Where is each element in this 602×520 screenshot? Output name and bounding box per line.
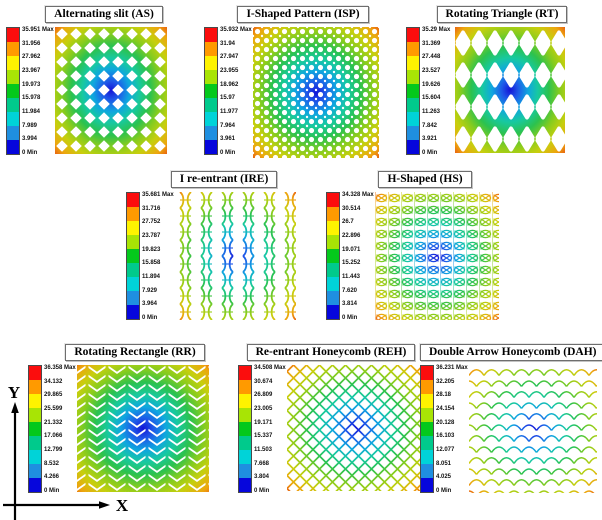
legend-tick: 31.94 bbox=[220, 40, 236, 47]
legend-tick: 31.956 bbox=[22, 40, 41, 47]
panel-title-text: H-Shaped (HS) bbox=[387, 173, 463, 185]
legend-tick: 0 Min bbox=[254, 487, 270, 494]
color-legend bbox=[326, 192, 372, 321]
mesh-re-entrant-honeycomb bbox=[287, 365, 425, 491]
legend-ticks bbox=[142, 192, 172, 321]
colorbar bbox=[420, 365, 434, 493]
legend-tick: 27.962 bbox=[22, 54, 41, 61]
y-axis-arrowhead bbox=[11, 402, 19, 413]
legend-tick: 23.787 bbox=[142, 232, 161, 239]
colorbar-band bbox=[7, 126, 19, 140]
legend-tick: 16.103 bbox=[436, 433, 455, 440]
colorbar-band bbox=[421, 408, 433, 422]
y-axis-label: Y bbox=[7, 383, 21, 402]
legend-tick: 26.809 bbox=[254, 392, 273, 399]
legend-tick: 3.804 bbox=[254, 474, 270, 481]
colorbar-band bbox=[7, 84, 19, 98]
legend-tick: 11.984 bbox=[22, 108, 41, 115]
colorbar-band bbox=[239, 408, 251, 422]
x-axis-label: X bbox=[115, 496, 129, 515]
legend-tick: 23.955 bbox=[220, 67, 239, 74]
colorbar-band bbox=[7, 56, 19, 70]
legend-tick: 30.514 bbox=[342, 205, 361, 212]
legend-tick: 18.962 bbox=[220, 81, 239, 88]
colorbar-band bbox=[7, 112, 19, 126]
colorbar bbox=[204, 27, 218, 155]
colorbar bbox=[126, 192, 140, 320]
colorbar-band bbox=[407, 56, 419, 70]
colorbar bbox=[406, 27, 420, 155]
colorbar-band bbox=[421, 436, 433, 450]
legend-tick: 29.865 bbox=[44, 392, 63, 399]
legend-tick: 3.921 bbox=[422, 136, 438, 143]
legend-tick: 0 Min bbox=[220, 149, 236, 156]
mesh-h-shaped bbox=[375, 192, 499, 320]
panel-title-text: Rotating Rectangle (RR) bbox=[74, 346, 196, 358]
legend-ticks bbox=[22, 27, 52, 156]
legend-tick: 3.964 bbox=[142, 301, 158, 308]
colorbar-band bbox=[7, 28, 19, 42]
mesh-alternating-slit bbox=[55, 27, 167, 154]
colorbar-band bbox=[7, 140, 19, 154]
colorbar-band bbox=[421, 478, 433, 492]
legend-tick: 0 Min bbox=[422, 149, 438, 156]
legend-tick: 34.132 bbox=[44, 378, 63, 385]
legend-tick: 35.681 Max bbox=[142, 192, 174, 198]
colorbar-band bbox=[407, 28, 419, 42]
colorbar-band bbox=[127, 193, 139, 207]
colorbar-band bbox=[7, 42, 19, 56]
legend-tick: 12.799 bbox=[44, 446, 63, 453]
colorbar bbox=[238, 365, 252, 493]
legend-tick: 15.97 bbox=[220, 95, 236, 102]
legend-tick: 36.358 Max bbox=[44, 365, 76, 371]
color-legend bbox=[406, 27, 452, 156]
panel-title-text: Double Arrow Honeycomb (DAH) bbox=[429, 346, 597, 358]
colorbar-band bbox=[127, 305, 139, 319]
panel-i-re-entrant bbox=[126, 171, 322, 321]
panel-title bbox=[65, 344, 204, 361]
legend-tick: 35.951 Max bbox=[22, 27, 54, 33]
colorbar-band bbox=[127, 263, 139, 277]
legend-tick: 7.964 bbox=[220, 122, 236, 129]
legend-tick: 35.932 Max bbox=[220, 27, 252, 33]
colorbar-band bbox=[327, 249, 339, 263]
legend-tick: 0 Min bbox=[436, 487, 452, 494]
colorbar-band bbox=[239, 422, 251, 436]
colorbar-band bbox=[205, 98, 217, 112]
coordinate-axes bbox=[0, 378, 140, 520]
color-legend bbox=[6, 27, 52, 156]
panel-double-arrow-honeycomb bbox=[420, 344, 600, 494]
colorbar-band bbox=[407, 84, 419, 98]
legend-tick: 34.328 Max bbox=[342, 192, 374, 198]
legend-tick: 11.977 bbox=[220, 108, 239, 115]
legend-tick: 31.716 bbox=[142, 205, 161, 212]
legend-tick: 15.337 bbox=[254, 433, 273, 440]
legend-ticks bbox=[436, 365, 466, 494]
panel-title-text: Alternating slit (AS) bbox=[54, 8, 154, 20]
color-legend bbox=[238, 365, 284, 494]
legend-tick: 15.858 bbox=[142, 260, 161, 267]
colorbar-band bbox=[407, 98, 419, 112]
legend-tick: 27.947 bbox=[220, 54, 239, 61]
colorbar-band bbox=[127, 207, 139, 221]
legend-tick: 0 Min bbox=[142, 314, 158, 321]
legend-tick: 15.978 bbox=[22, 95, 41, 102]
legend-tick: 15.604 bbox=[422, 95, 441, 102]
panel-alternating-slit bbox=[6, 6, 202, 156]
colorbar-band bbox=[7, 98, 19, 112]
panel-title bbox=[420, 344, 602, 361]
colorbar-band bbox=[205, 70, 217, 84]
panel-title-text: Re-entrant Honeycomb (REH) bbox=[255, 346, 407, 358]
colorbar-band bbox=[239, 366, 251, 380]
panel-title-text: I-Shaped Pattern (ISP) bbox=[246, 8, 360, 20]
colorbar-band bbox=[327, 263, 339, 277]
mesh-rotating-triangle bbox=[455, 27, 565, 153]
legend-ticks bbox=[342, 192, 372, 321]
colorbar-band bbox=[407, 140, 419, 154]
legend-tick: 23.005 bbox=[254, 405, 273, 412]
legend-tick: 17.066 bbox=[44, 433, 63, 440]
legend-tick: 8.051 bbox=[436, 460, 452, 467]
legend-tick: 19.823 bbox=[142, 246, 161, 253]
colorbar-band bbox=[127, 277, 139, 291]
legend-tick: 3.994 bbox=[22, 136, 38, 143]
colorbar-band bbox=[327, 207, 339, 221]
colorbar-band bbox=[327, 277, 339, 291]
colorbar-band bbox=[327, 291, 339, 305]
panel-rotating-triangle bbox=[406, 6, 598, 156]
colorbar-band bbox=[239, 478, 251, 492]
colorbar-band bbox=[327, 193, 339, 207]
legend-tick: 24.154 bbox=[436, 405, 455, 412]
colorbar-band bbox=[407, 126, 419, 140]
colorbar-band bbox=[205, 140, 217, 154]
panel-title bbox=[171, 171, 278, 188]
colorbar-band bbox=[407, 112, 419, 126]
legend-tick: 19.626 bbox=[422, 81, 441, 88]
legend-tick: 7.929 bbox=[142, 287, 158, 294]
colorbar-band bbox=[421, 450, 433, 464]
legend-tick: 0 Min bbox=[22, 149, 38, 156]
legend-tick: 19.071 bbox=[342, 246, 361, 253]
legend-tick: 7.842 bbox=[422, 122, 438, 129]
legend-tick: 11.263 bbox=[422, 108, 441, 115]
colorbar-band bbox=[239, 394, 251, 408]
colorbar-band bbox=[127, 221, 139, 235]
colorbar-band bbox=[421, 422, 433, 436]
colorbar-band bbox=[239, 380, 251, 394]
colorbar-band bbox=[205, 56, 217, 70]
legend-tick: 0 Min bbox=[342, 314, 358, 321]
panel-title bbox=[247, 344, 416, 361]
legend-tick: 11.503 bbox=[254, 446, 273, 453]
legend-tick: 21.332 bbox=[44, 419, 63, 426]
colorbar-band bbox=[205, 42, 217, 56]
legend-tick: 0 Min bbox=[44, 487, 60, 494]
color-legend bbox=[420, 365, 466, 494]
colorbar-band bbox=[205, 112, 217, 126]
colorbar-band bbox=[127, 291, 139, 305]
color-legend bbox=[126, 192, 172, 321]
colorbar-band bbox=[421, 380, 433, 394]
legend-tick: 32.205 bbox=[436, 378, 455, 385]
colorbar-band bbox=[205, 84, 217, 98]
colorbar-band bbox=[127, 249, 139, 263]
colorbar-band bbox=[205, 28, 217, 42]
legend-tick: 7.620 bbox=[342, 287, 358, 294]
colorbar-band bbox=[421, 394, 433, 408]
legend-tick: 35.29 Max bbox=[422, 27, 451, 33]
panel-h-shaped bbox=[326, 171, 524, 321]
legend-tick: 23.967 bbox=[22, 67, 41, 74]
legend-tick: 11.443 bbox=[342, 273, 361, 280]
colorbar-band bbox=[127, 235, 139, 249]
colorbar-band bbox=[327, 235, 339, 249]
panel-title bbox=[237, 6, 368, 23]
legend-tick: 34.508 Max bbox=[254, 365, 286, 371]
panel-title bbox=[45, 6, 163, 23]
colorbar bbox=[6, 27, 20, 155]
legend-tick: 4.025 bbox=[436, 474, 452, 481]
legend-tick: 19.171 bbox=[254, 419, 273, 426]
legend-tick: 7.989 bbox=[22, 122, 38, 129]
panel-title bbox=[378, 171, 471, 188]
legend-tick: 7.668 bbox=[254, 460, 270, 467]
panel-title bbox=[437, 6, 568, 23]
x-axis-arrowhead bbox=[99, 501, 110, 509]
legend-tick: 19.973 bbox=[22, 81, 41, 88]
panel-re-entrant-honeycomb bbox=[238, 344, 424, 494]
legend-tick: 20.128 bbox=[436, 419, 455, 426]
legend-tick: 26.7 bbox=[342, 219, 354, 226]
legend-tick: 4.266 bbox=[44, 474, 60, 481]
legend-ticks bbox=[422, 27, 452, 156]
legend-tick: 27.448 bbox=[422, 54, 441, 61]
colorbar-band bbox=[7, 70, 19, 84]
mesh-double-arrow-honeycomb bbox=[469, 365, 597, 493]
legend-tick: 15.252 bbox=[342, 260, 361, 267]
legend-tick: 12.077 bbox=[436, 446, 455, 453]
colorbar-band bbox=[205, 126, 217, 140]
mesh-i-shaped-pattern bbox=[253, 27, 379, 158]
colorbar-band bbox=[421, 464, 433, 478]
colorbar-band bbox=[421, 366, 433, 380]
legend-tick: 31.369 bbox=[422, 40, 441, 47]
legend-ticks bbox=[220, 27, 250, 156]
panel-title-text: Rotating Triangle (RT) bbox=[445, 8, 559, 20]
colorbar-band bbox=[407, 42, 419, 56]
legend-tick: 28.18 bbox=[436, 392, 452, 399]
color-legend bbox=[204, 27, 250, 156]
mesh-i-re-entrant bbox=[175, 192, 296, 320]
colorbar-band bbox=[327, 221, 339, 235]
legend-tick: 22.896 bbox=[342, 232, 361, 239]
panel-i-shaped-pattern bbox=[204, 6, 402, 158]
panel-title-text: I re-entrant (IRE) bbox=[179, 173, 269, 185]
colorbar-band bbox=[239, 464, 251, 478]
colorbar-band bbox=[407, 70, 419, 84]
legend-tick: 36.231 Max bbox=[436, 365, 468, 371]
colorbar-band bbox=[327, 305, 339, 319]
legend-tick: 3.961 bbox=[220, 136, 236, 143]
legend-tick: 8.532 bbox=[44, 460, 60, 467]
legend-tick: 27.752 bbox=[142, 219, 161, 226]
colorbar-band bbox=[239, 436, 251, 450]
colorbar-band bbox=[239, 450, 251, 464]
colorbar bbox=[326, 192, 340, 320]
legend-tick: 30.674 bbox=[254, 378, 273, 385]
legend-ticks bbox=[254, 365, 284, 494]
legend-tick: 3.814 bbox=[342, 301, 358, 308]
legend-tick: 25.599 bbox=[44, 405, 63, 412]
legend-tick: 11.894 bbox=[142, 273, 161, 280]
legend-tick: 23.527 bbox=[422, 67, 441, 74]
